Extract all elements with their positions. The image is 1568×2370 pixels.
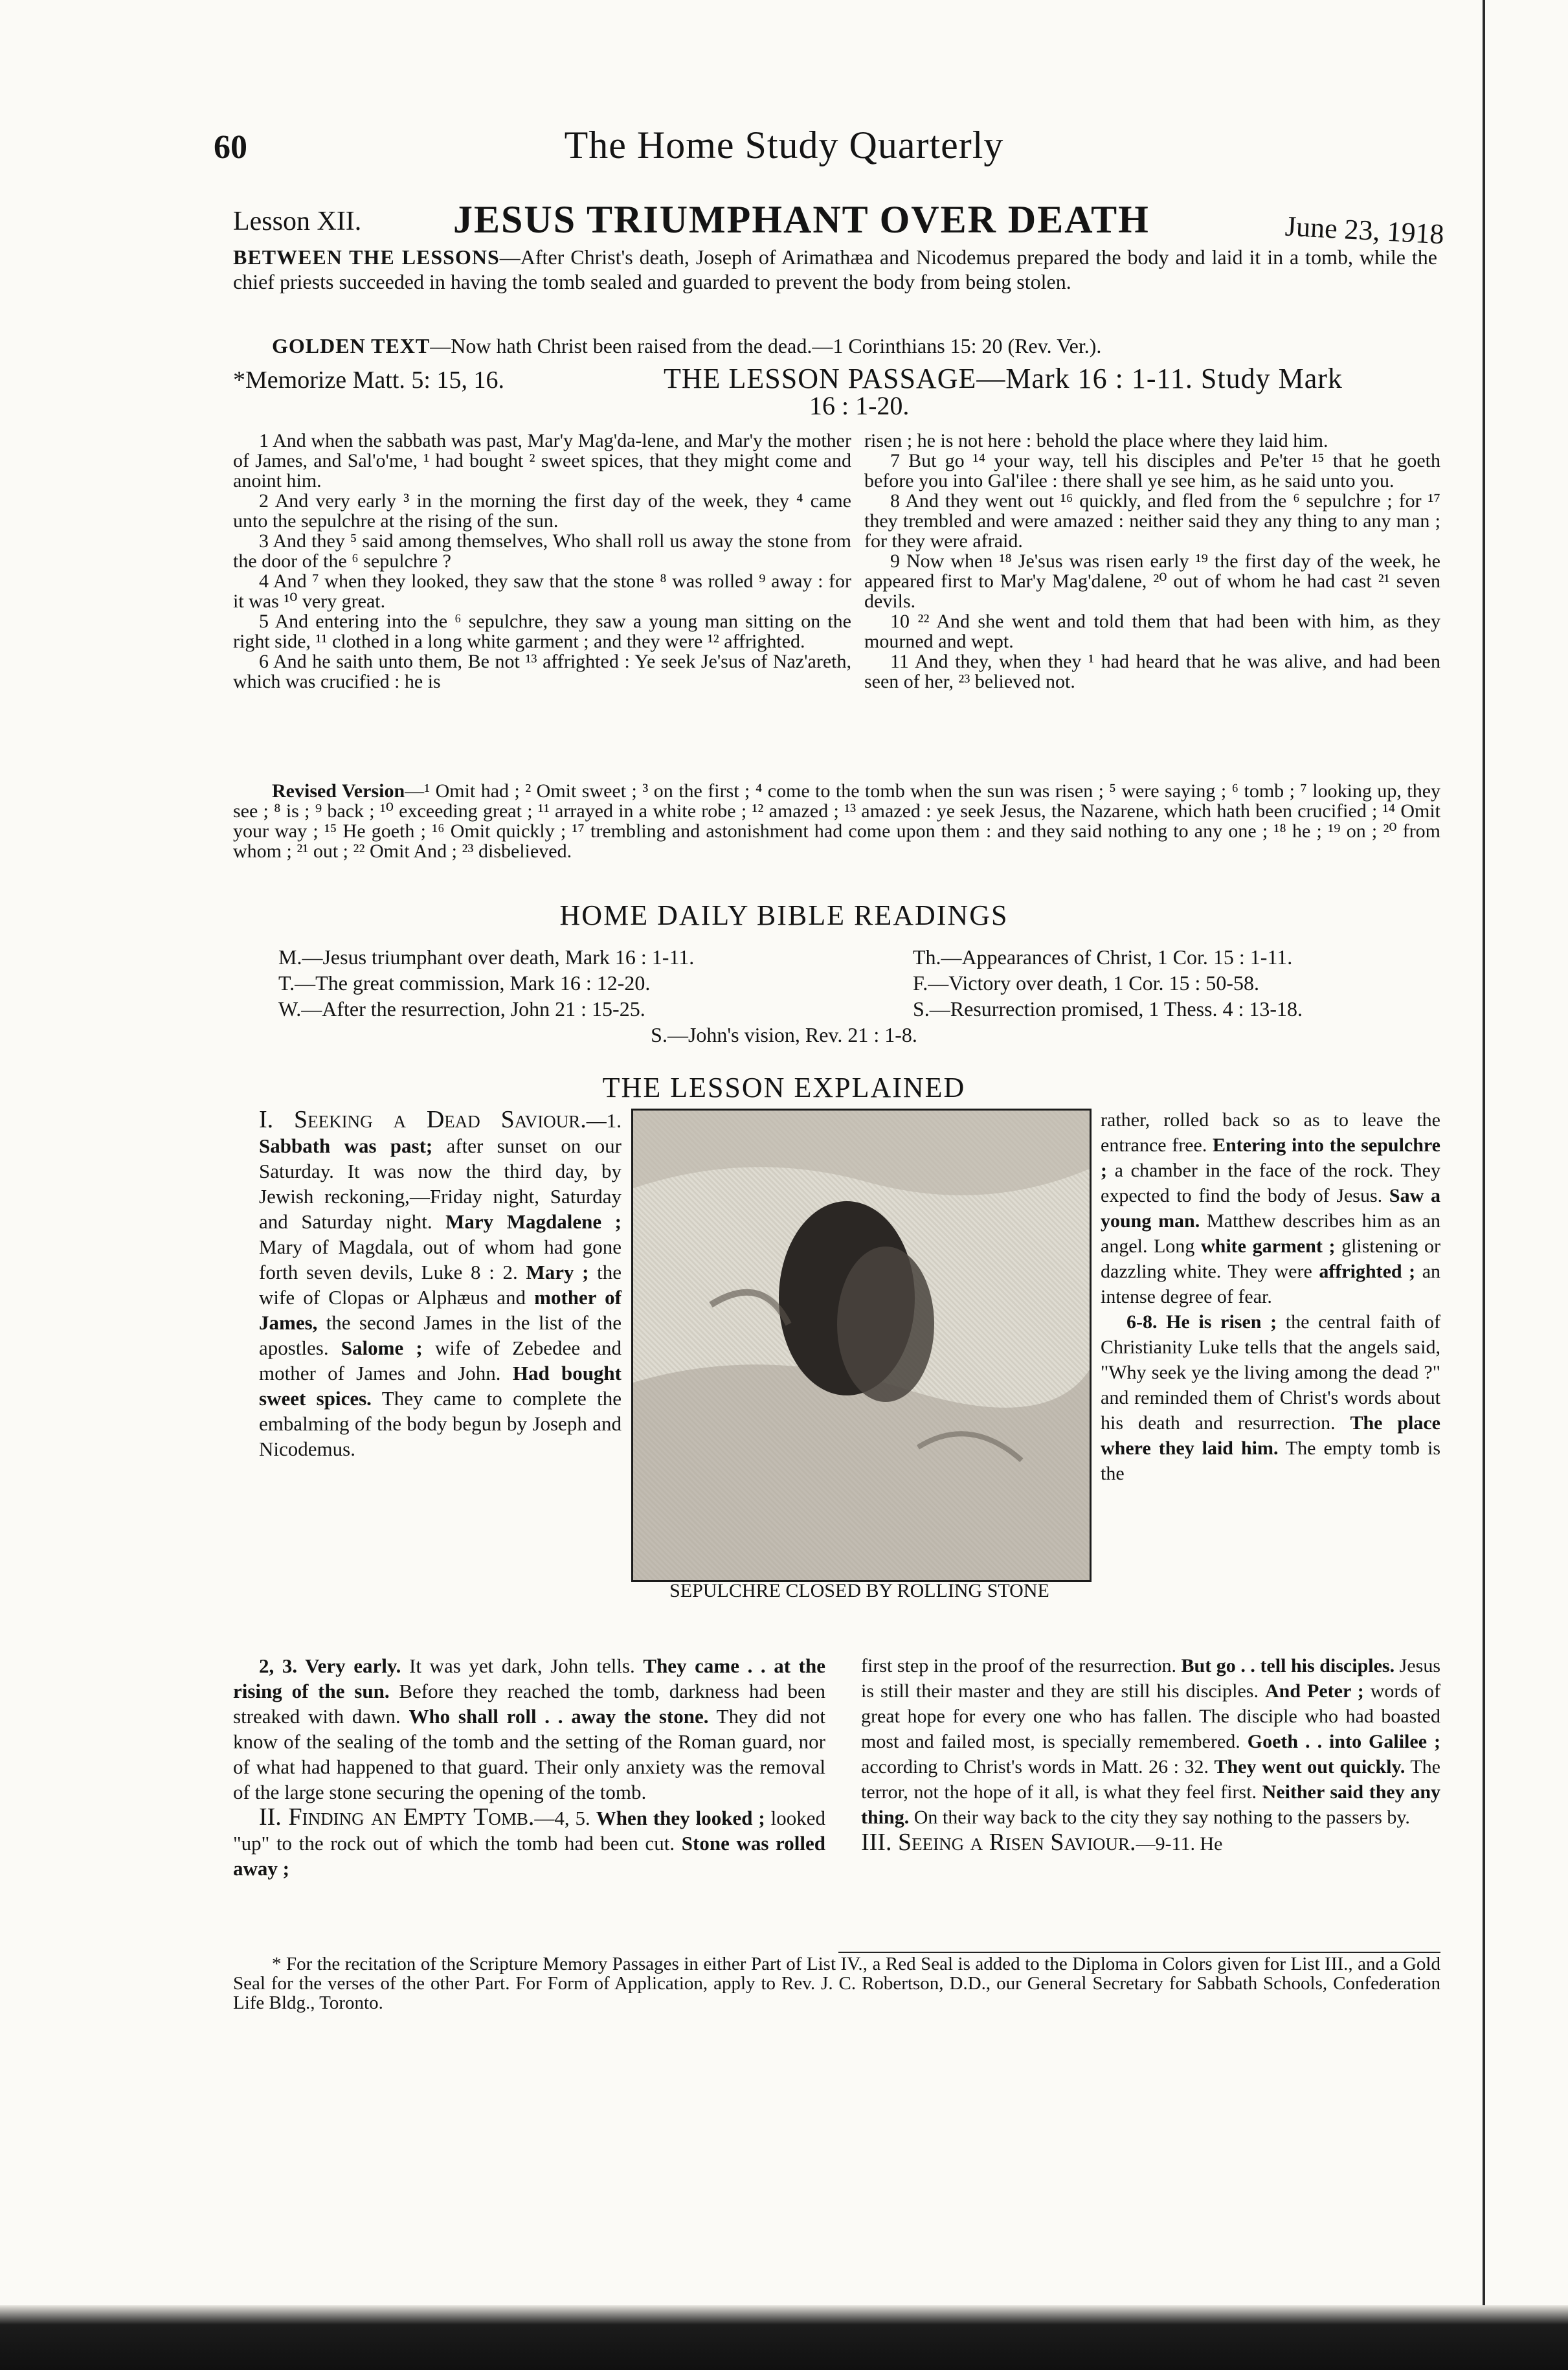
lesson-title: JESUS TRIUMPHANT OVER DEATH: [453, 198, 1150, 241]
text-run: a chamber in the face of the rock. They expected to find the body of Jesus.: [1101, 1160, 1440, 1206]
text-run: the second James in the list of the apostles.: [259, 1311, 622, 1359]
golden-label: GOLDEN TEXT: [272, 334, 431, 357]
explained-left-column: [259, 1107, 622, 1462]
text-run: The terror, not the hope of it all, is what they feel first.: [861, 1756, 1440, 1803]
between-text: —After Christ's death, Joseph of Arimathæa and Nicodemus prepared the body and laid it in a tomb, while the chief priests succeeded in having the tomb sealed and guarded to prevent the body from being stolen.: [233, 245, 1438, 293]
passage-column-left: [233, 431, 851, 692]
readings-left: [278, 944, 861, 1022]
reading-item: T.—The great commission, Mark 16 : 12-20.: [278, 971, 651, 995]
text-run: glistening or dazzling white. They were: [1101, 1236, 1441, 1282]
bold-phrase: Salome ;: [341, 1337, 423, 1359]
reading-item: Th.—Appearances of Christ, 1 Cor. 15 : 1-11.: [913, 945, 1293, 969]
verse: 2 And very early ³ in the morning the first day of the week, they ⁴ came unto the sepulchre at the rising of the sun.: [233, 490, 851, 532]
reading-item: W.—After the resurrection, John 21 : 15-25.: [278, 997, 645, 1021]
section-heading: II. Finding an Empty Tomb.: [259, 1803, 535, 1831]
text-run: wife of Zebedee and mother of James and John.: [259, 1337, 622, 1384]
reading-item: M.—Jesus triumphant over death, Mark 16 : 1-11.: [278, 945, 695, 969]
explained-bottom-right: [861, 1653, 1440, 1857]
explained-bottom-left: [233, 1653, 825, 1881]
golden-body: —Now hath Christ been raised from the dead.—1 Corinthians 15: 20 (Rev. Ver.).: [430, 334, 1102, 357]
bold-phrase: mother of James,: [259, 1286, 622, 1334]
text-run: rather, rolled back so as to leave the entrance free.: [1101, 1109, 1440, 1156]
bold-phrase: 2, 3. Very early.: [259, 1654, 401, 1677]
text-run: It was yet dark, John tells.: [401, 1654, 644, 1677]
bold-phrase: When they looked ;: [596, 1807, 765, 1829]
text-run: The empty tomb is the: [1101, 1438, 1441, 1484]
lesson-explained-heading: THE LESSON EXPLAINED: [602, 1072, 966, 1103]
text-run: Jesus is still their master and they are still his disciples.: [861, 1655, 1440, 1702]
page-number: 60: [214, 129, 247, 166]
footnote: * For the recitation of the Scripture Memory Passages in either Part of List IV., a Red Seal is added to the Diploma in Colors given for List III., and a Gold Seal for the verses of the other Part. For Form of Application, apply to Rev. J. C. Robertson, D.D., our General Secretary for Sabbath Schools, Confederation Life Bldg., Toronto.: [233, 1954, 1440, 2013]
between-the-lessons: [233, 245, 1437, 294]
section-heading: III. Seeing a Risen Saviour.: [861, 1829, 1136, 1856]
lesson-passage-heading: THE LESSON PASSAGE—Mark 16 : 1-11. Study Mark: [664, 363, 1343, 394]
verse: 4 And ⁷ when they looked, they saw that the stone ⁸ was rolled ⁹ away : for it was ¹⁰ very great.: [233, 570, 851, 612]
section-heading: I. Seeking a Dead Saviour.: [259, 1106, 587, 1133]
bold-phrase: affrighted ;: [1319, 1261, 1416, 1282]
bold-phrase: 6-8. He is risen ;: [1126, 1311, 1277, 1333]
verse: 5 And entering into the ⁶ sepulchre, they saw a young man sitting on the right side, ¹¹ clothed in a long white garment ; and they were ¹² affrighted.: [233, 611, 851, 652]
text-run: the central faith of Christianity Luke tells that the angels said, "Why seek ye the living among the dead ?" and reminded them of Christ's words about his death and resurrection.: [1101, 1311, 1440, 1434]
reading-item-sunday: S.—John's vision, Rev. 21 : 1-8.: [651, 1023, 917, 1046]
text-run: after sunset on our Saturday. It was now the third day, by Jewish reckoning,—Friday night, Saturday and Saturday night.: [259, 1134, 622, 1233]
verse: 3 And they ⁵ said among themselves, Who shall roll us away the stone from the door of the ⁶ sepulchre ?: [233, 530, 851, 572]
verse: 10 ²² And she went and told them that had been with him, as they mourned and wept.: [864, 611, 1440, 652]
lesson-passage-heading-cont: 16 : 1-20.: [809, 391, 910, 420]
explained-right-column: [1101, 1107, 1440, 1486]
tomb-picture: [633, 1111, 1090, 1580]
bold-phrase: Stone was rolled away ;: [233, 1832, 825, 1880]
verse: risen ; he is not here : behold the place where they laid him.: [864, 430, 1328, 451]
page-edge-line: [1483, 0, 1485, 2305]
revised-version-notes: [233, 781, 1440, 861]
text-run: —4, 5.: [534, 1807, 596, 1829]
readings-heading: HOME DAILY BIBLE READINGS: [559, 899, 1009, 931]
lesson-number: Lesson XII.: [233, 207, 362, 236]
running-title: The Home Study Quarterly: [564, 124, 1004, 166]
lesson-date: June 23, 1918: [1284, 210, 1445, 251]
text-run: They did not know of the sealing of the tomb and the setting of the Roman guard, nor of what had happened to that guard. Their only anxiety was the removal of the large stone securing the opening of the tomb.: [233, 1705, 825, 1803]
text-run: first step in the proof of the resurrection.: [861, 1655, 1182, 1676]
text-run: —1.: [586, 1109, 622, 1132]
verse: 11 And they, when they ¹ had heard that he was alive, and had been seen of her, ²³ believed not.: [864, 651, 1440, 692]
bold-phrase: Who shall roll . . away the stone.: [409, 1705, 709, 1728]
verse: 6 And he saith unto them, Be not ¹³ affrighted : Ye seek Je'sus of Naz'areth, which was crucified : he is: [233, 651, 851, 692]
passage-column-right: [864, 431, 1440, 692]
text-run: the wife of Clopas or Alphæus and: [259, 1261, 622, 1309]
bold-phrase: Neither said they any thing.: [861, 1781, 1441, 1828]
between-label: BETWEEN THE LESSONS: [233, 245, 500, 269]
revised-version-text: —¹ Omit had ; ² Omit sweet ; ³ on the first ; ⁴ come to the tomb when the sun was risen ; ⁵ were saying ; ⁶ tomb ; ⁷ looking up, they see ; ⁸ is ; ⁹ back ; ¹⁰ exceeding great ; ¹¹ arrayed in a white robe ; ¹² amazed ; ¹³ amazed : ye seek Jesus, the Nazarene, which hath been crucified ; ¹⁴ Omit your way ; ¹⁵ He goeth ; ¹⁶ Omit quickly ; ¹⁷ trembling and astonishment had come upon them : and they said nothing to any one ; ¹⁸ he ; ¹⁹ on ; ²⁰ from whom ; ²¹ out ; ²² Omit And ; ²³ disbelieved.: [233, 780, 1441, 862]
text-run: They came to complete the embalming of the body begun by Joseph and Nicodemus.: [259, 1387, 622, 1460]
text-run: —9-11. He: [1136, 1833, 1223, 1855]
text-run: words of great hope for every one who has fallen. The disciple who had boasted most and failed most, is specially remembered.: [861, 1680, 1441, 1752]
verse: 7 But go ¹⁴ your way, tell his disciples and Pe'ter ¹⁵ that he goeth before you into Gal'ilee : there shall ye see him, as he said unto you.: [864, 450, 1440, 491]
text-run: an intense degree of fear.: [1101, 1261, 1441, 1307]
bold-phrase: They went out quickly.: [1214, 1756, 1406, 1778]
reading-item: F.—Victory over death, 1 Cor. 15 : 50-58.: [913, 971, 1259, 995]
bold-phrase: Goeth . . into Galilee ;: [1247, 1731, 1441, 1752]
bold-phrase: The place where they laid him.: [1101, 1412, 1440, 1459]
text-run: according to Christ's words in Matt. 26 : 32.: [861, 1756, 1215, 1778]
bold-phrase: white garment ;: [1201, 1236, 1336, 1257]
bold-phrase: Saw a young man.: [1101, 1185, 1440, 1232]
scan-bottom-edge: [0, 2305, 1568, 2370]
bold-phrase: But go . . tell his disciples.: [1181, 1655, 1395, 1676]
readings-right: [913, 944, 1463, 1022]
bold-phrase: Mary ;: [526, 1261, 589, 1283]
verse: 1 And when the sabbath was past, Mar'y Mag'da-lene, and Mar'y the mother of James, and Sal'o'me, ¹ had bought ² sweet spices, that they might come and anoint him.: [233, 430, 851, 491]
bold-phrase: They came . . at the rising of the sun.: [233, 1654, 825, 1702]
bold-phrase: Had bought sweet spices.: [259, 1362, 622, 1410]
text-run: looked "up" to the rock out of which the tomb had been cut.: [233, 1807, 825, 1855]
bold-phrase: And Peter ;: [1264, 1680, 1364, 1702]
golden-text: [272, 333, 1437, 358]
sepulchre-illustration: [631, 1109, 1092, 1582]
footnote-rule: [838, 1952, 1440, 1953]
reading-item: S.—Resurrection promised, 1 Thess. 4 : 13-18.: [913, 997, 1303, 1021]
verse: 9 Now when ¹⁸ Je'sus was risen early ¹⁹ the first day of the week, he appeared first to Mar'y Mag'dalene, ²⁰ out of whom he had cast ²¹ seven devils.: [864, 550, 1440, 612]
text-run: Matthew describes him as an angel. Long: [1101, 1210, 1440, 1257]
memorize-note: *Memorize Matt. 5: 15, 16.: [233, 367, 504, 394]
bold-phrase: Entering into the sepulchre ;: [1101, 1134, 1440, 1181]
text-run: Mary of Magdala, out of whom had gone forth seven devils, Luke 8 : 2.: [259, 1236, 622, 1283]
bold-phrase: Mary Magdalene ;: [445, 1210, 622, 1233]
bold-phrase: Sabbath was past;: [259, 1134, 433, 1157]
text-run: Before they reached the tomb, darkness had been streaked with dawn.: [233, 1680, 825, 1728]
figure-caption: SEPULCHRE CLOSED BY ROLLING STONE: [669, 1580, 1049, 1601]
text-run: On their way back to the city they say nothing to the passers by.: [909, 1807, 1410, 1828]
revised-version-label: Revised Version: [272, 780, 405, 802]
verse: 8 And they went out ¹⁶ quickly, and fled from the ⁶ sepulchre ; for ¹⁷ they trembled and were amazed : neither said they any thing to any man ; for they were afraid.: [864, 490, 1440, 552]
